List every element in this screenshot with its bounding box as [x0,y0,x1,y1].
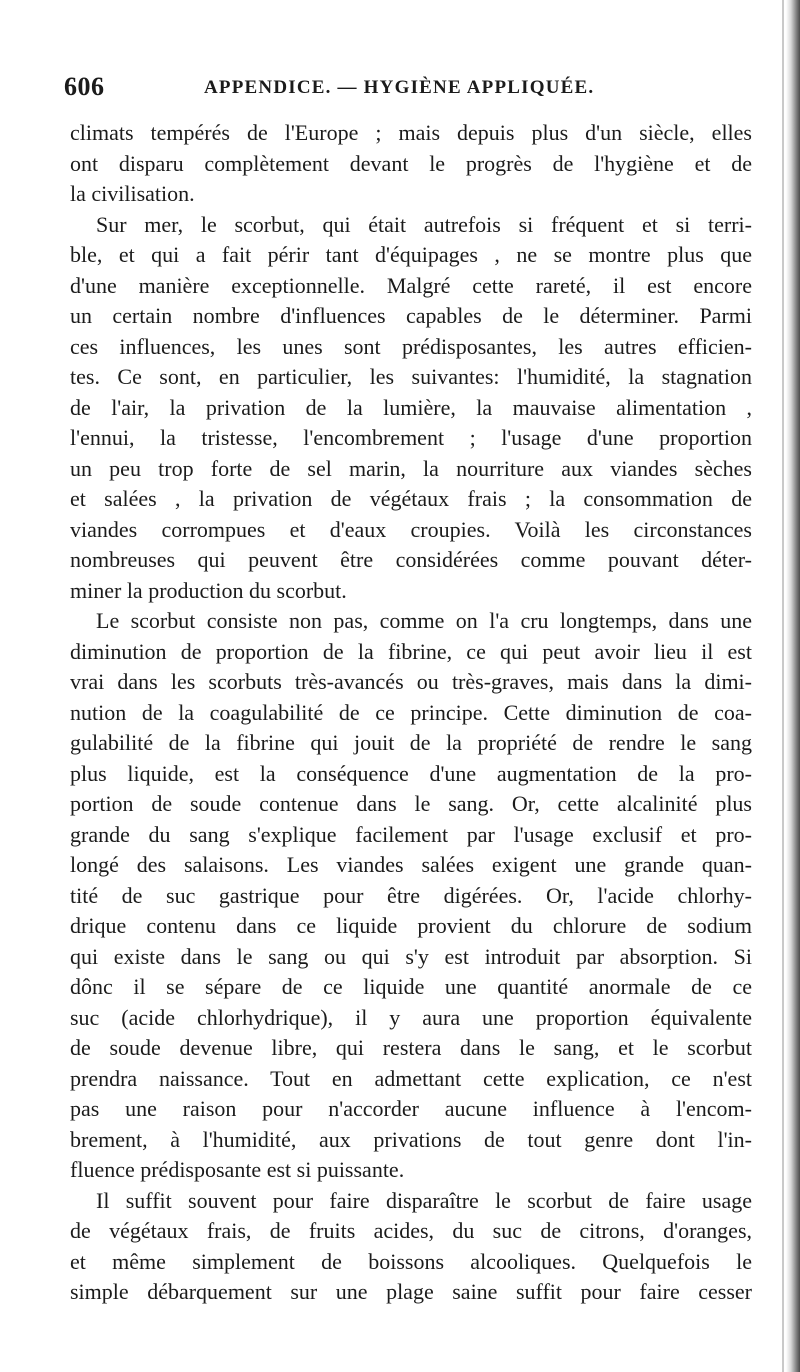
text-line: nution de la coagulabilité de ce principe. Cette diminution de coa- [70,699,752,725]
text-line: ble, et qui a fait périr tant d'équipages , ne se montre plus que [70,242,752,267]
text-line: et même simplement de boissons alcooliques. Quelquefois le [70,1248,752,1274]
text-line: ces influences, les unes sont prédisposantes, les autres efficien- [70,333,752,359]
text-line: l'ennui, la tristesse, l'encombrement ; l'usage d'une proportion [70,425,752,450]
text-line: un peu trop forte de sel marin, la nourriture aux viandes sèches [70,455,752,481]
text-line: prendra naissance. Tout en admettant cette explication, ce n'est [70,1065,752,1091]
text-line: longé des salaisons. Les viandes salées exigent une grande quan- [70,852,752,877]
text-line: plus liquide, est la conséquence d'une augmentation de la pro- [70,760,752,786]
text-line: de soude devenue libre, qui restera dans le sang, et le scorbut [70,1035,752,1060]
text-line: pas une raison pour n'accorder aucune influence à l'encom- [70,1096,752,1121]
text-line: vrai dans les scorbuts très-avancés ou très-graves, mais dans la dimi- [70,669,752,694]
text-line: et salées , la privation de végétaux frais ; la consommation de [70,486,752,511]
text-line: qui existe dans le sang ou qui s'y est introduit par absorption. Si [70,943,752,969]
text-line: d'une manière exceptionnelle. Malgré cette rareté, il est encore [70,272,752,298]
text-line: de l'air, la privation de la lumière, la mauvaise alimentation , [70,394,752,420]
text-line: tité de suc gastrique pour être digérées. Or, l'acide chlorhy- [70,882,752,908]
text-line: tes. Ce sont, en particulier, les suivantes: l'humidité, la stagnation [70,364,752,389]
page-edge-shadow [786,0,800,1372]
body-text [70,118,752,1308]
text-line: ont disparu complètement devant le progrès de l'hygiène et de [70,150,752,176]
text-line: grande du sang s'explique facilement par l'usage exclusif et pro- [70,821,752,847]
text-line: miner la production du scorbut. [70,577,347,603]
text-line: viandes corrompues et d'eaux croupies. Voilà les circonstances [70,516,752,542]
text-line: portion de soude contenue dans le sang. Or, cette alcalinité plus [70,791,752,816]
text-line: de végétaux frais, de fruits acides, du suc de citrons, d'oranges, [70,1218,752,1243]
text-line: brement, à l'humidité, aux privations de tout genre dont l'in- [70,1126,752,1152]
text-line: Sur mer, le scorbut, qui était autrefois si fréquent et si terri- [96,211,752,237]
running-head: APPENDICE. — HYGIÈNE APPLIQUÉE. [204,77,595,98]
text-line: un certain nombre d'influences capables de le déterminer. Parmi [70,303,752,328]
text-line: dônc il se sépare de ce liquide une quantité anormale de ce [70,974,752,999]
text-line: suc (acide chlorhydrique), il y aura une proportion équivalente [70,1004,752,1030]
text-line: diminution de proportion de la fibrine, ce qui peut avoir lieu il est [70,638,752,664]
text-line: drique contenu dans ce liquide provient du chlorure de sodium [70,913,752,938]
page-number: 606 [64,72,105,101]
text-line: simple débarquement sur une plage saine suffit pour faire cesser [70,1279,752,1304]
text-line: Le scorbut consiste non pas, comme on l'a cru longtemps, dans une [96,608,752,633]
text-line: nombreuses qui peuvent être considérées comme pouvant déter- [70,547,752,572]
text-line: la civilisation. [70,181,195,206]
text-line: climats tempérés de l'Europe ; mais depuis plus d'un siècle, elles [70,120,752,145]
page-header [64,72,754,102]
text-line: fluence prédisposante est si puissante. [70,1157,405,1182]
text-line: gulabilité de la fibrine qui jouit de la propriété de rendre le sang [70,730,752,755]
text-line: Il suffit souvent pour faire disparaître le scorbut de faire usage [96,1187,752,1213]
page-edge-shadow-line [782,0,784,1372]
